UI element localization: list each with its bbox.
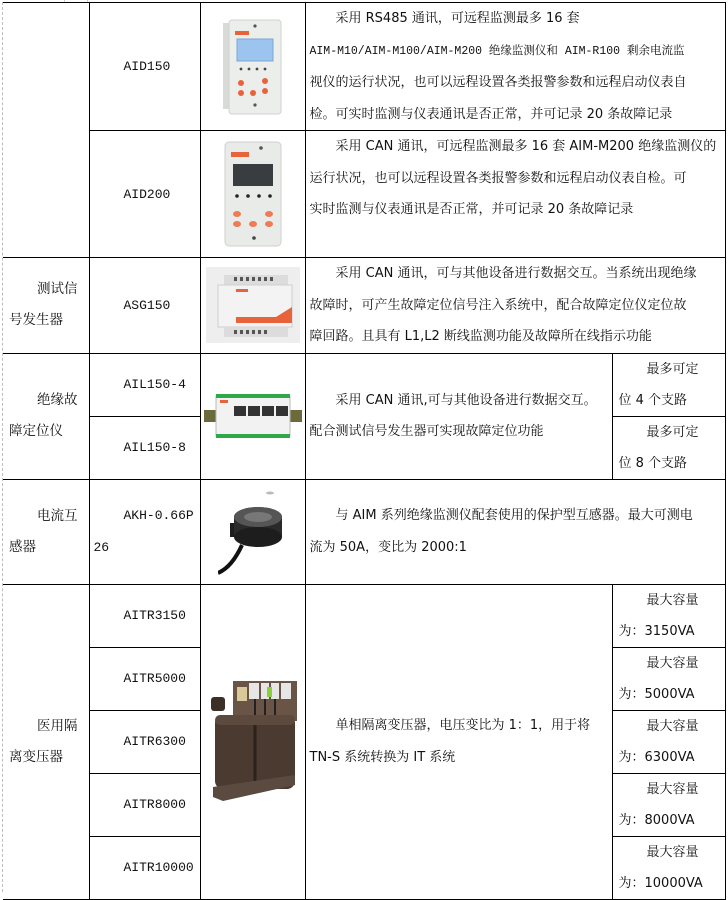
category-label-line: 医用隔	[37, 717, 78, 734]
model-cell: AID150	[89, 3, 200, 131]
note-line: 为：8000VA	[618, 812, 695, 828]
akh-transformer-icon	[218, 487, 288, 577]
category-cell-empty	[3, 3, 89, 258]
model-cell: AITR10000	[89, 836, 200, 899]
table-row-ail150-4	[3, 353, 725, 416]
table-row-aitr3150	[3, 584, 725, 647]
aitr-transformer-icon	[207, 675, 299, 809]
note-line: 最大容量	[646, 655, 699, 671]
model-line: 26	[93, 539, 110, 555]
note-line: 为：5000VA	[618, 686, 695, 702]
note-line: 最大容量	[646, 844, 699, 860]
table-row-aid200	[3, 131, 725, 258]
model-line: AKH-0.66P	[123, 507, 194, 523]
model-cell: AITR3150	[89, 584, 200, 647]
product-image-cell	[200, 131, 305, 258]
product-spec-table	[3, 2, 726, 900]
note-cell	[612, 647, 725, 710]
note-cell	[612, 710, 725, 773]
description-cell	[305, 479, 725, 584]
category-label-line: 绝缘故	[37, 392, 78, 408]
description-line: 视仪的运行状况，也可以远程设置各类报警参数和远程启动仪表自	[309, 75, 687, 90]
category-cell	[3, 584, 89, 899]
ail150-device-icon	[204, 392, 302, 440]
model-cell: AITR8000	[89, 773, 200, 836]
note-cell	[612, 773, 725, 836]
description-cell	[305, 131, 725, 258]
description-cell	[305, 258, 725, 354]
description-line: AIM-M10/AIM-M100/AIM-M200 绝缘监测仪和 AIM-R100 剩余电流监	[309, 44, 685, 58]
description-line: 障回路。且具有 L1,L2 断线监测功能及故障所在线指示功能	[309, 329, 652, 344]
category-label-line: 号发生器	[9, 312, 63, 329]
note-line: 为：3150VA	[618, 623, 695, 639]
note-cell	[612, 416, 725, 479]
product-image-cell	[200, 258, 305, 354]
note-line: 位 8 个支路	[618, 455, 688, 471]
description-line: 流为 50A，变比为 2000:1	[309, 539, 467, 555]
model-cell: ASG150	[89, 258, 200, 354]
category-label-line: 离变压器	[9, 748, 63, 765]
aid200-device-icon	[221, 140, 285, 248]
model-cell: AITR6300	[89, 710, 200, 773]
note-cell	[612, 353, 725, 416]
description-line: 配合测试信号发生器可实现故障定位功能	[309, 424, 544, 439]
description-cell	[305, 3, 725, 131]
table-row-akh	[3, 479, 725, 584]
description-line: 采用 CAN 通讯，可远程监测最多 16 套 AIM-M200 绝缘监测仪的	[335, 139, 717, 154]
description-cell	[305, 584, 612, 899]
note-cell	[612, 584, 725, 647]
note-line: 最多可定	[646, 424, 699, 440]
description-cell	[305, 353, 612, 479]
model-cell: AID200	[89, 131, 200, 258]
note-cell	[612, 836, 725, 899]
category-label-line: 电流互	[37, 507, 78, 524]
model-cell: AITR5000	[89, 647, 200, 710]
product-image-cell	[200, 353, 305, 479]
description-line: 采用 RS485 通讯，可远程监测最多 16 套	[335, 11, 580, 26]
model-cell: AIL150-8	[89, 416, 200, 479]
model-cell: AIL150-4	[89, 353, 200, 416]
category-label-line: 感器	[9, 538, 36, 555]
description-line: 采用 CAN 通讯,可与其他设备进行数据交互。	[335, 392, 597, 408]
product-image-cell	[200, 3, 305, 131]
table-row-asg150	[3, 258, 725, 354]
description-line: 故障时，可产生故障定位信号注入系统中，配合故障定位仪定位故	[309, 297, 687, 313]
asg150-device-icon	[206, 267, 300, 343]
note-line: 最大容量	[646, 718, 699, 734]
note-line: 最大容量	[646, 592, 699, 608]
category-label-line: 测试信	[37, 281, 78, 298]
description-line: 运行状况，也可以远程设置各类报警参数和远程启动仪表自检。可	[309, 170, 687, 186]
note-line: 最多可定	[646, 361, 699, 377]
description-line: TN-S 系统转换为 IT 系统	[309, 749, 456, 765]
category-cell	[3, 479, 89, 584]
note-line: 位 4 个支路	[618, 392, 688, 408]
description-line: 实时监测与仪表通讯是否正常，并可记录 20 条故障记录	[309, 202, 634, 217]
note-line: 为：6300VA	[618, 749, 695, 765]
category-cell	[3, 258, 89, 354]
description-line: 与 AIM 系列绝缘监测仪配套使用的保护型互感器。最大可测电	[335, 508, 693, 523]
description-line: 采用 CAN 通讯，可与其他设备进行数据交互。当系统出现绝缘	[335, 266, 697, 281]
description-line: 单相隔离变压器，电压变比为 1：1，用于将	[335, 718, 591, 733]
product-image-cell	[200, 479, 305, 584]
category-cell	[3, 353, 89, 479]
table-row-aid150	[3, 3, 725, 131]
note-line: 为：10000VA	[618, 875, 703, 891]
aid150-device-icon	[221, 17, 285, 117]
product-image-cell	[200, 584, 305, 899]
model-cell	[89, 479, 200, 584]
description-line: 检。可实时监测与仪表通讯是否正常，并可记录 20 条故障记录	[309, 106, 673, 122]
note-line: 最大容量	[646, 781, 699, 797]
category-label-line: 障定位仪	[9, 423, 63, 439]
